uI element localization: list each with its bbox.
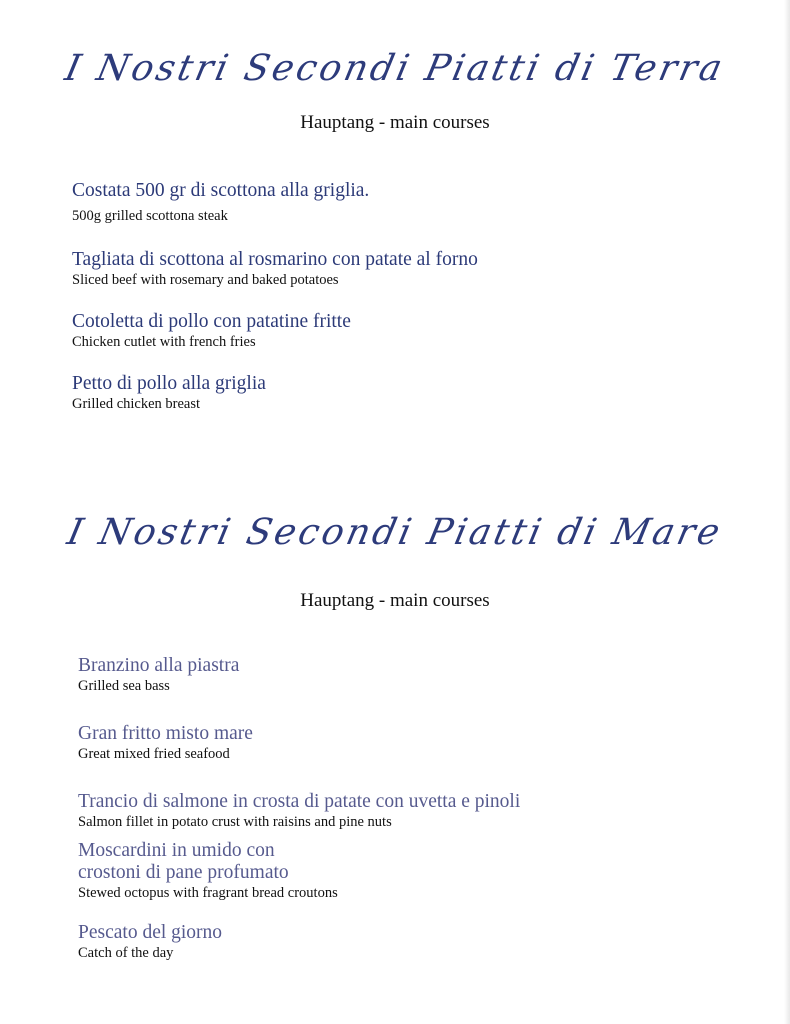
dish-name: Moscardini in umido con xyxy=(78,840,275,861)
dish-name: Trancio di salmone in crosta di patate con uvetta e pinoli xyxy=(78,791,521,812)
dish-description: Great mixed fried seafood xyxy=(78,746,230,762)
section-subtitle-mare: Hauptang - main courses xyxy=(300,590,490,611)
dish-name: Pescato del giorno xyxy=(78,922,223,943)
section-subtitle-terra: Hauptang - main courses xyxy=(300,112,490,133)
dish-name-line2: crostoni di pane profumato xyxy=(78,862,289,883)
dish-description: Catch of the day xyxy=(78,945,174,961)
menu-item xyxy=(78,840,338,902)
section-title-mare: I Nostri Secondi Piatti di Mare xyxy=(63,512,727,553)
section-title-terra: I Nostri Secondi Piatti di Terra xyxy=(61,48,729,89)
menu-item xyxy=(78,791,520,831)
dish-description: Sliced beef with rosemary and baked potatoes xyxy=(72,272,339,288)
menu-item xyxy=(78,922,222,962)
menu-item xyxy=(72,373,266,413)
menu-item xyxy=(72,249,478,289)
dish-description: 500g grilled scottona steak xyxy=(72,208,228,224)
dish-description: Grilled chicken breast xyxy=(72,396,201,412)
dish-name: Tagliata di scottona al rosmarino con patate al forno xyxy=(72,249,478,270)
dish-description: Grilled sea bass xyxy=(78,678,170,694)
menu-item xyxy=(72,180,369,225)
dish-name: Cotoletta di pollo con patatine fritte xyxy=(72,311,351,332)
dish-name: Gran fritto misto mare xyxy=(78,723,253,744)
menu-item xyxy=(78,655,239,695)
menu-item xyxy=(78,723,253,763)
menu-item xyxy=(72,311,351,351)
dish-name: Branzino alla piastra xyxy=(78,655,240,676)
dish-name: Petto di pollo alla griglia xyxy=(72,373,266,394)
dish-description: Stewed octopus with fragrant bread croutons xyxy=(78,885,338,901)
dish-description: Chicken cutlet with french fries xyxy=(72,334,256,350)
dish-name: Costata 500 gr di scottona alla griglia. xyxy=(72,180,370,201)
dish-description: Salmon fillet in potato crust with raisins and pine nuts xyxy=(78,814,392,830)
